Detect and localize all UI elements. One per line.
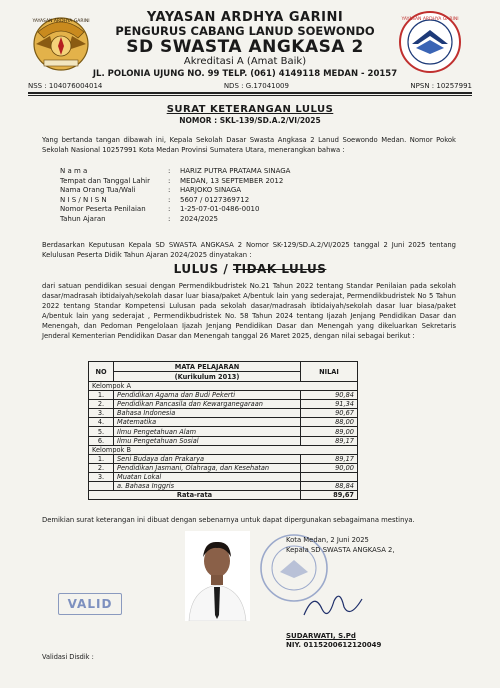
subject-name: a. Bahasa Inggris [114, 482, 301, 491]
student-photo [185, 531, 250, 621]
school-numbers [28, 82, 472, 90]
row-number: 1. [89, 454, 114, 463]
col-header-grade: NILAI [301, 362, 358, 382]
subject-grade: 88,00 [301, 418, 358, 427]
subject-grade: 89,17 [301, 454, 358, 463]
subject-grade: 90,84 [301, 391, 358, 400]
validation-label: Validasi Disdik : [42, 653, 94, 661]
identity-value: HARIZ PUTRA PRATAMA SINAGA [180, 167, 291, 175]
average-value: 89,67 [301, 491, 358, 500]
subject-name: Seni Budaya dan Prakarya [114, 454, 301, 463]
subject-name: Matematika [114, 418, 301, 427]
identity-row [60, 215, 290, 225]
subject-grade [301, 472, 358, 481]
subject-grade: 89,17 [301, 436, 358, 445]
col-header-subject [114, 362, 301, 372]
table-row [89, 454, 358, 463]
student-identity [60, 167, 290, 225]
nss-number: NSS : 104076004014 [28, 82, 103, 90]
headmaster-nip: NIY. 0115200612120049 [286, 641, 382, 649]
row-number: 3. [89, 409, 114, 418]
group-label: Kelompok A [89, 382, 358, 391]
group-label: Kelompok B [89, 445, 358, 454]
subject-name: Pendidikan Pancasila dan Kewarganegaraan [114, 400, 301, 409]
identity-label: Nama Orang Tua/Wali [60, 186, 136, 195]
document-number: NOMOR : SKL-139/SD.A.2/VI/2025 [179, 116, 321, 125]
row-number [89, 482, 114, 491]
row-number: 1. [89, 391, 114, 400]
table-row [89, 409, 358, 418]
identity-label: N I S / N I S N [60, 195, 107, 204]
identity-colon: : [168, 195, 171, 204]
headmaster-name: SUDARWATI, S.Pd [286, 632, 356, 640]
subject-grade: 90,67 [301, 409, 358, 418]
identity-colon: : [168, 186, 171, 195]
identity-row [60, 205, 290, 215]
subject-name: Pendidikan Jasmani, Olahraga, dan Kesehatan [114, 463, 301, 472]
col-header-no: NO [89, 362, 114, 382]
identity-label: Tahun Ajaran [60, 214, 106, 223]
identity-colon: : [168, 176, 171, 185]
decision-paragraph: Berdasarkan Keputusan Kepala SD SWASTA ANGKASA 2 Nomor SK-129/SD.A.2/VI/2025 tanggal 2 Juni 2025 tentang Kelulusan Peserta Didik Tahun Ajaran 2024/2025 dinyatakan : [42, 241, 456, 259]
average-row [89, 491, 358, 500]
subject-grade: 88,84 [301, 482, 358, 491]
identity-label: N a m a [60, 167, 88, 175]
table-row [89, 472, 358, 481]
header-address: JL. POLONIA UJUNG NO. 99 TELP. (061) 4149118 MEDAN - 20157 [92, 69, 398, 79]
closing-paragraph: Demikian surat keterangan ini dibuat dengan sebenarnya untuk dapat dipergunakan sebagaimana mestinya. [42, 516, 415, 524]
subject-grade: 89,00 [301, 427, 358, 436]
table-row [89, 418, 358, 427]
identity-colon: : [168, 167, 171, 175]
subject-name: Ilmu Pengetahuan Alam [114, 427, 301, 436]
table-row [89, 482, 358, 491]
table-row [89, 427, 358, 436]
col-header-subject-label: MATA PELAJARAN [174, 362, 240, 371]
identity-value: 2024/2025 [180, 214, 218, 223]
identity-value: 5607 / 0127369712 [180, 195, 250, 204]
header-divider-thin [28, 95, 472, 96]
identity-value: HARJOKO SINAGA [180, 186, 242, 195]
table-row [89, 391, 358, 400]
identity-label: Nomor Peserta Penilaian [60, 205, 146, 214]
identity-colon: : [168, 214, 171, 223]
handwritten-signature-icon [300, 585, 370, 625]
status-fail-struck: TIDAK LULUS [232, 262, 327, 276]
school-logo-icon [398, 10, 462, 74]
group-row [89, 445, 358, 454]
subject-name: Pendidikan Agama dan Budi Pekerti [114, 391, 301, 400]
subject-name: Bahasa Indonesia [114, 409, 301, 418]
row-number: 5. [89, 427, 114, 436]
table-row [89, 400, 358, 409]
signature-role: Kepala SD SWASTA ANGKASA 2, [286, 546, 395, 554]
valid-stamp: VALID [58, 593, 122, 615]
subject-grade: 91,34 [301, 400, 358, 409]
table-row [89, 463, 358, 472]
subject-name: Muatan Lokal [114, 472, 301, 481]
status-pass: LULUS / [173, 262, 229, 276]
header-foundation: YAYASAN ARDHYA GARINI [146, 10, 344, 25]
svg-text:YAYASAN ARDHYA GARINI: YAYASAN ARDHYA GARINI [401, 17, 459, 22]
table-row [89, 436, 358, 445]
yayasan-logo-icon [32, 10, 90, 72]
nds-number: NDS : G.17041009 [223, 82, 289, 90]
identity-row [60, 186, 290, 196]
group-row [89, 382, 358, 391]
svg-text:YAYASAN ARDHYA GARINI: YAYASAN ARDHYA GARINI [32, 19, 90, 24]
identity-row [60, 196, 290, 206]
signature-place-date: Kota Medan, 2 Juni 2025 [286, 536, 369, 544]
header-school-name: SD SWASTA ANGKASA 2 [126, 37, 364, 57]
identity-label: Tempat dan Tanggal Lahir [60, 176, 150, 185]
row-number: 2. [89, 400, 114, 409]
document-title: SURAT KETERANGAN LULUS [166, 104, 334, 115]
identity-row [60, 177, 290, 187]
grades-table [88, 361, 358, 500]
row-number: 3. [89, 472, 114, 481]
row-number: 6. [89, 436, 114, 445]
identity-colon: : [168, 205, 171, 214]
graduation-status [0, 262, 500, 276]
average-label: Rata-rata [89, 491, 301, 500]
header-divider [28, 92, 472, 94]
identity-value: 1-25-07-01-0486-0010 [180, 205, 260, 214]
row-number: 4. [89, 418, 114, 427]
header-branch: PENGURUS CABANG LANUD SOEWONDO [115, 24, 375, 38]
identity-value: MEDAN, 13 SEPTEMBER 2012 [180, 176, 284, 185]
signature-block [286, 535, 395, 555]
identity-row [60, 167, 290, 177]
intro-paragraph: Yang bertanda tangan dibawah ini, Kepala Sekolah Dasar Swasta Angkasa 2 Lanud Soewondo Medan. Nomor Pokok Sekolah Nasional 10257991 Kota Medan Provinsi Sumatera Utara, menerangkan bahwa : [42, 136, 456, 154]
header-accreditation: Akreditasi A (Amat Baik) [183, 56, 307, 67]
subject-name: Ilmu Pengetahuan Sosial [114, 436, 301, 445]
npsn-number: NPSN : 10257991 [410, 82, 472, 90]
col-header-curriculum: (Kurikulum 2013) [114, 372, 301, 382]
legal-basis-paragraph: dari satuan pendidikan sesuai dengan Permendikbudristek No.21 Tahun 2022 tentang Standar Penilaian pada sekolah dasar/madrasah ibtidaiyah/sekolah dasar luar biasa/paket A/bentuk lain yang sederajat, Permendikbudristek No 5 Tahun 2022 tentang Standar Kompetensi Lulusan pada sekolah dasar/madrasah ibtidaiyah/sekolah dasar luar biasa/paket A/bentuk lain yang sederajat , Permendikbudristek No. 58 Tahun 2024 tentang Ijazah Jenjang Pendidikan Dasar dan Menengah, dan Pedoman Pengelolaan Ijazah Jenjang Pendidikan Dasar dan Menengah yang dikeluarkan Sekretaris Jenderal Kementerian Pendidikan Dasar dan Menengah tanggal 26 Maret 2025, dengan nilai sebagai berikut : [42, 282, 456, 340]
subject-grade: 90,00 [301, 463, 358, 472]
row-number: 2. [89, 463, 114, 472]
